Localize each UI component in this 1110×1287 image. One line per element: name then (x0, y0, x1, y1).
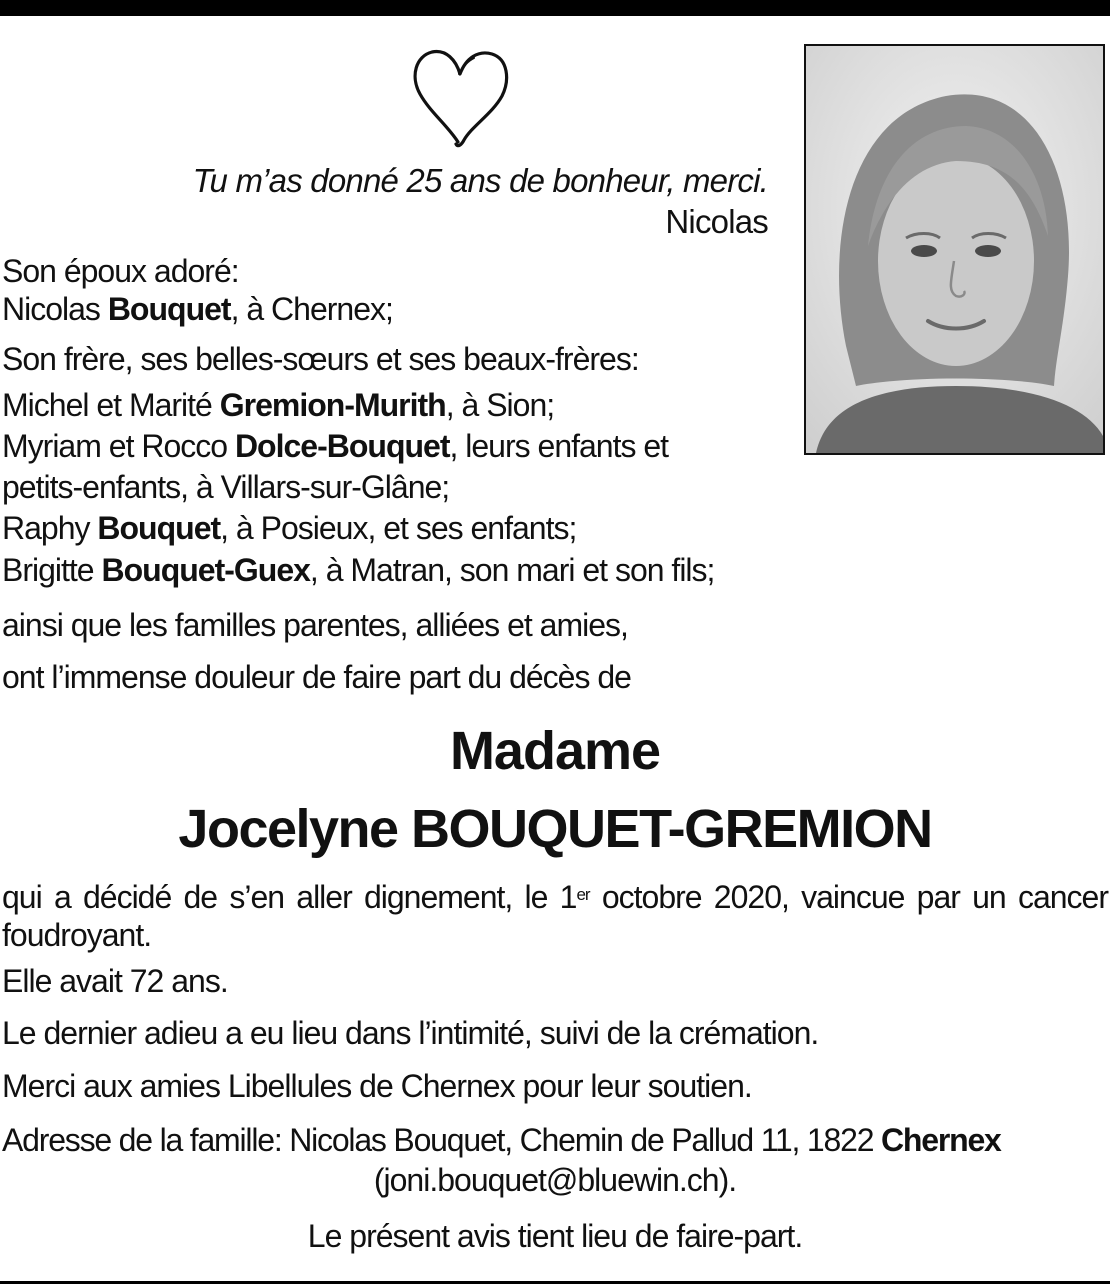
address-line: Adresse de la famille: Nicolas Bouquet, Chemin de Pallud 11, 1822 Chernex (2, 1122, 1001, 1158)
memorial-quote: Tu m’as donné 25 ans de bonheur, merci. (192, 162, 768, 199)
sibling-line-continued: petits-enfants, à Villars-sur-Glâne; (2, 469, 450, 505)
thanks-line: Merci aux amies Libellules de Chernex pour leur soutien. (2, 1068, 752, 1104)
spouse-line: Nicolas Bouquet, à Chernex; (2, 291, 393, 327)
deceased-title: Madame (449, 721, 661, 781)
deceased-name: Jocelyne BOUQUET-GREMION (178, 799, 932, 859)
sibling-line: Raphy Bouquet, à Posieux, et ses enfants; (2, 510, 577, 546)
announcement-line: ont l’immense douleur de faire part du décès de (2, 659, 631, 695)
portrait-photo (804, 44, 1105, 455)
sibling-line: Michel et Marité Gremion-Murith, à Sion; (2, 387, 555, 423)
sibling-line: Myriam et Rocco Dolce-Bouquet, leurs enfants et (2, 428, 669, 464)
closing-note: Le présent avis tient lieu de faire-part. (307, 1218, 803, 1254)
relatives-line: ainsi que les familles parentes, alliées et amies, (2, 607, 628, 643)
spouse-heading: Son époux adoré: (2, 253, 239, 289)
family-email: (joni.bouquet@bluewin.ch). (373, 1162, 737, 1198)
bottom-rule (0, 1281, 1110, 1284)
death-notice: qui a décidé de s’en aller dignement, le 1er octobre 2020, vaincue par un cancer foudroyant. (2, 879, 1108, 953)
top-rule (0, 0, 1110, 16)
address-city: Chernex (881, 1122, 1001, 1158)
sibling-line: Brigitte Bouquet-Guex, à Matran, son mari et son fils; (2, 552, 715, 588)
spouse-surname: Bouquet (107, 291, 231, 327)
age-line: Elle avait 72 ans. (2, 963, 228, 999)
ceremony-line: Le dernier adieu a eu lieu dans l’intimité, suivi de la crémation. (2, 1015, 819, 1051)
siblings-heading: Son frère, ses belles-sœurs et ses beaux-frères: (2, 341, 639, 377)
quote-signature: Nicolas (665, 203, 768, 240)
heart-icon (408, 44, 514, 152)
